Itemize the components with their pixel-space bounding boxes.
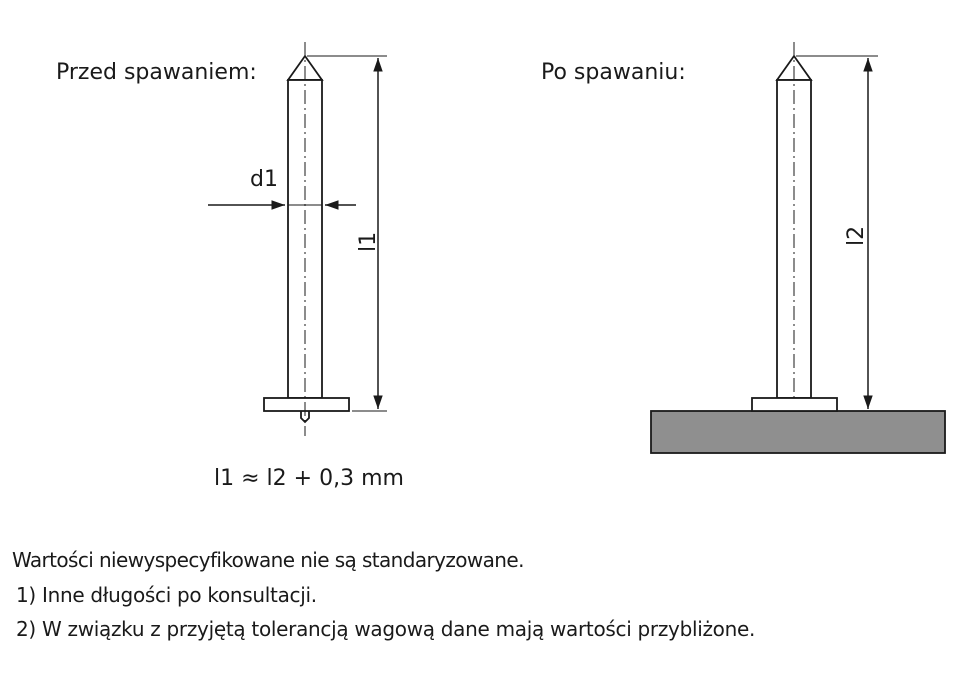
base-plate <box>651 411 945 453</box>
stud-flange-after <box>752 398 837 411</box>
length-formula: l1 ≈ l2 + 0,3 mm <box>214 466 404 491</box>
stud-flange-before <box>264 398 349 411</box>
stud-before-welding <box>264 42 349 436</box>
l2-label: l2 <box>844 225 869 246</box>
note-item-1: 1) Inne długości po konsultacji. <box>16 583 317 607</box>
stud-after-welding <box>651 42 945 453</box>
before-welding-label: Przed spawaniem: <box>56 60 257 85</box>
l1-label: l1 <box>356 231 381 252</box>
after-welding-label: Po spawaniu: <box>541 60 686 85</box>
note-item-2: 2) W związku z przyjętą tolerancją wagową dane mają wartości przybliżone. <box>16 617 756 641</box>
d1-label: d1 <box>250 167 278 192</box>
note-unspecified-values: Wartości niewyspecyfikowane nie są standaryzowane. <box>12 548 524 572</box>
